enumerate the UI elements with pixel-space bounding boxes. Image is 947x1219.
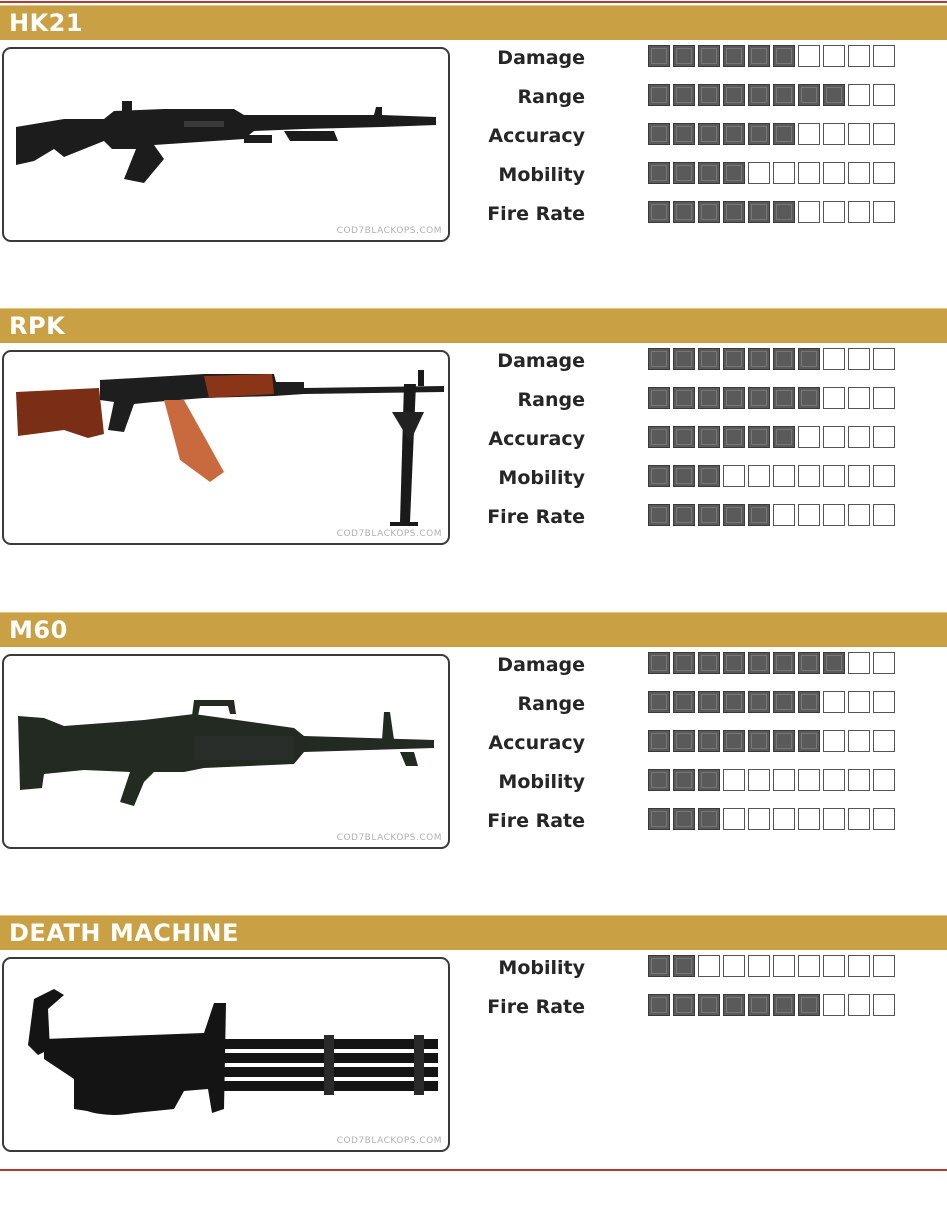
rating-pip-empty — [823, 201, 845, 223]
rating-pip-filled — [648, 652, 670, 674]
rating-pip-empty — [848, 769, 870, 791]
stat-bar — [648, 994, 898, 1018]
rating-pip-empty — [823, 45, 845, 67]
rating-pip-filled — [773, 426, 795, 448]
weapon-card-death-machine — [0, 915, 947, 1219]
rating-pip-filled — [723, 84, 745, 106]
rating-pip-filled — [698, 652, 720, 674]
rating-pip-filled — [748, 426, 770, 448]
stat-label: Damage — [497, 350, 585, 372]
rating-pip-empty — [823, 769, 845, 791]
rating-pip-empty — [848, 994, 870, 1016]
machine-gun-image — [4, 656, 448, 847]
rating-pip-filled — [673, 808, 695, 830]
rating-pip-empty — [773, 808, 795, 830]
rating-pip-empty — [798, 769, 820, 791]
rating-pip-filled — [723, 45, 745, 67]
rating-pip-filled — [798, 84, 820, 106]
rating-pip-empty — [723, 465, 745, 487]
rating-pip-empty — [823, 808, 845, 830]
rating-pip-filled — [723, 387, 745, 409]
rating-pip-filled — [648, 348, 670, 370]
rating-pip-empty — [823, 162, 845, 184]
stat-bar — [648, 123, 898, 147]
rating-pip-filled — [723, 201, 745, 223]
rating-pip-filled — [648, 465, 670, 487]
rating-pip-empty — [773, 504, 795, 526]
rating-pip-empty — [873, 808, 895, 830]
top-divider — [0, 1, 947, 3]
rating-pip-filled — [748, 504, 770, 526]
rating-pip-filled — [673, 730, 695, 752]
rifle-image — [4, 352, 448, 543]
rating-pip-filled — [673, 769, 695, 791]
rating-pip-filled — [673, 387, 695, 409]
stat-row-damage — [470, 45, 910, 73]
rating-pip-empty — [848, 426, 870, 448]
weapon-header — [0, 5, 947, 40]
rating-pip-filled — [698, 730, 720, 752]
rating-pip-filled — [648, 730, 670, 752]
rating-pip-filled — [673, 201, 695, 223]
stat-bar — [648, 45, 898, 69]
rating-pip-empty — [848, 348, 870, 370]
rating-pip-filled — [673, 162, 695, 184]
stat-bar — [648, 691, 898, 715]
rating-pip-empty — [848, 123, 870, 145]
rating-pip-filled — [773, 387, 795, 409]
weapon-name: RPK — [9, 312, 66, 340]
rating-pip-filled — [748, 84, 770, 106]
stat-row-fire-rate — [470, 994, 910, 1022]
rating-pip-empty — [823, 691, 845, 713]
rating-pip-filled — [673, 691, 695, 713]
rating-pip-filled — [648, 769, 670, 791]
rating-pip-empty — [873, 730, 895, 752]
stat-label: Mobility — [498, 467, 585, 489]
rating-pip-empty — [848, 652, 870, 674]
stat-label: Range — [517, 389, 585, 411]
rating-pip-empty — [848, 162, 870, 184]
rating-pip-filled — [648, 955, 670, 977]
weapon-card-m60 — [0, 612, 947, 916]
rating-pip-empty — [848, 808, 870, 830]
rating-pip-filled — [773, 123, 795, 145]
rating-pip-empty — [848, 955, 870, 977]
rating-pip-empty — [848, 45, 870, 67]
rating-pip-filled — [698, 994, 720, 1016]
weapon-header — [0, 308, 947, 343]
weapon-image-frame — [2, 654, 450, 849]
rating-pip-empty — [773, 162, 795, 184]
rating-pip-filled — [723, 730, 745, 752]
rating-pip-empty — [748, 162, 770, 184]
rating-pip-filled — [748, 123, 770, 145]
rating-pip-empty — [748, 769, 770, 791]
rating-pip-filled — [673, 504, 695, 526]
rating-pip-filled — [748, 348, 770, 370]
rating-pip-filled — [698, 769, 720, 791]
rating-pip-empty — [698, 955, 720, 977]
stat-label: Damage — [497, 654, 585, 676]
stat-bar — [648, 504, 898, 528]
rating-pip-empty — [723, 955, 745, 977]
rating-pip-filled — [698, 123, 720, 145]
rating-pip-filled — [648, 201, 670, 223]
weapon-header — [0, 915, 947, 950]
stat-row-range — [470, 387, 910, 415]
rating-pip-empty — [798, 955, 820, 977]
rating-pip-filled — [698, 201, 720, 223]
rating-pip-filled — [698, 387, 720, 409]
rating-pip-filled — [698, 691, 720, 713]
rifle-image — [4, 49, 448, 240]
rating-pip-filled — [773, 348, 795, 370]
rating-pip-filled — [673, 426, 695, 448]
stat-label: Fire Rate — [487, 810, 585, 832]
rating-pip-filled — [798, 691, 820, 713]
watermark: COD7BLACKOPS.COM — [336, 529, 442, 539]
rating-pip-filled — [698, 162, 720, 184]
rating-pip-filled — [673, 45, 695, 67]
rating-pip-empty — [748, 955, 770, 977]
rating-pip-filled — [648, 994, 670, 1016]
rating-pip-filled — [748, 994, 770, 1016]
rating-pip-empty — [848, 387, 870, 409]
rating-pip-filled — [698, 426, 720, 448]
rating-pip-empty — [823, 504, 845, 526]
rating-pip-filled — [723, 426, 745, 448]
stat-bar — [648, 201, 898, 225]
rating-pip-filled — [648, 504, 670, 526]
rating-pip-filled — [673, 348, 695, 370]
rating-pip-empty — [823, 465, 845, 487]
weapon-image-frame — [2, 47, 450, 242]
stat-label: Range — [517, 86, 585, 108]
rating-pip-filled — [798, 730, 820, 752]
stat-row-accuracy — [470, 426, 910, 454]
watermark: COD7BLACKOPS.COM — [336, 833, 442, 843]
rating-pip-empty — [823, 123, 845, 145]
rating-pip-empty — [848, 84, 870, 106]
stat-row-accuracy — [470, 123, 910, 151]
rating-pip-empty — [823, 955, 845, 977]
weapon-card-rpk — [0, 308, 947, 612]
stat-row-damage — [470, 652, 910, 680]
weapon-name: DEATH MACHINE — [9, 919, 239, 947]
stat-bar — [648, 162, 898, 186]
rating-pip-empty — [873, 465, 895, 487]
stat-bar — [648, 955, 898, 979]
rating-pip-filled — [748, 201, 770, 223]
weapon-header — [0, 612, 947, 647]
rating-pip-filled — [698, 348, 720, 370]
rating-pip-empty — [873, 955, 895, 977]
rating-pip-filled — [673, 994, 695, 1016]
stat-bar — [648, 426, 898, 450]
stat-label: Mobility — [498, 957, 585, 979]
rating-pip-empty — [848, 691, 870, 713]
weapon-image-frame — [2, 350, 450, 545]
weapon-name: HK21 — [9, 9, 84, 37]
watermark: COD7BLACKOPS.COM — [336, 226, 442, 236]
rating-pip-filled — [673, 652, 695, 674]
rating-pip-empty — [848, 465, 870, 487]
rating-pip-empty — [748, 808, 770, 830]
weapon-name: M60 — [9, 616, 68, 644]
rating-pip-empty — [848, 201, 870, 223]
stat-bar — [648, 348, 898, 372]
rating-pip-empty — [873, 994, 895, 1016]
stat-bar — [648, 387, 898, 411]
stat-bar — [648, 769, 898, 793]
stat-row-mobility — [470, 769, 910, 797]
rating-pip-filled — [748, 691, 770, 713]
rating-pip-empty — [873, 691, 895, 713]
rating-pip-filled — [723, 504, 745, 526]
stat-label: Fire Rate — [487, 506, 585, 528]
weapon-card-hk21 — [0, 5, 947, 309]
rating-pip-filled — [698, 45, 720, 67]
rating-pip-empty — [873, 162, 895, 184]
rating-pip-empty — [873, 348, 895, 370]
rating-pip-empty — [873, 652, 895, 674]
rating-pip-filled — [723, 123, 745, 145]
stat-row-damage — [470, 348, 910, 376]
rating-pip-empty — [798, 162, 820, 184]
minigun-image — [4, 959, 448, 1150]
stat-label: Accuracy — [488, 428, 585, 450]
rating-pip-filled — [773, 201, 795, 223]
rating-pip-empty — [873, 387, 895, 409]
rating-pip-filled — [748, 652, 770, 674]
rating-pip-filled — [673, 955, 695, 977]
stat-label: Accuracy — [488, 732, 585, 754]
rating-pip-filled — [773, 730, 795, 752]
rating-pip-filled — [748, 45, 770, 67]
weapon-image-frame — [2, 957, 450, 1152]
rating-pip-empty — [773, 955, 795, 977]
rating-pip-filled — [673, 123, 695, 145]
rating-pip-empty — [848, 504, 870, 526]
stat-row-mobility — [470, 162, 910, 190]
rating-pip-empty — [798, 504, 820, 526]
stat-row-range — [470, 691, 910, 719]
rating-pip-empty — [798, 45, 820, 67]
rating-pip-filled — [648, 84, 670, 106]
stat-label: Mobility — [498, 164, 585, 186]
stat-row-fire-rate — [470, 808, 910, 836]
rating-pip-filled — [698, 465, 720, 487]
rating-pip-filled — [723, 162, 745, 184]
stat-label: Range — [517, 693, 585, 715]
rating-pip-filled — [673, 84, 695, 106]
rating-pip-filled — [823, 652, 845, 674]
rating-pip-empty — [773, 769, 795, 791]
rating-pip-empty — [823, 994, 845, 1016]
rating-pip-filled — [723, 691, 745, 713]
rating-pip-filled — [748, 730, 770, 752]
rating-pip-filled — [773, 84, 795, 106]
stat-label: Accuracy — [488, 125, 585, 147]
watermark: COD7BLACKOPS.COM — [336, 1136, 442, 1146]
rating-pip-filled — [673, 465, 695, 487]
rating-pip-empty — [848, 730, 870, 752]
rating-pip-empty — [823, 387, 845, 409]
rating-pip-filled — [648, 808, 670, 830]
rating-pip-empty — [823, 348, 845, 370]
bottom-divider — [0, 1169, 947, 1171]
rating-pip-filled — [798, 387, 820, 409]
stat-row-mobility — [470, 465, 910, 493]
rating-pip-filled — [698, 504, 720, 526]
rating-pip-filled — [823, 84, 845, 106]
rating-pip-filled — [648, 387, 670, 409]
stat-row-range — [470, 84, 910, 112]
rating-pip-empty — [798, 465, 820, 487]
rating-pip-filled — [698, 84, 720, 106]
rating-pip-filled — [698, 808, 720, 830]
rating-pip-filled — [798, 348, 820, 370]
stat-row-accuracy — [470, 730, 910, 758]
stat-row-fire-rate — [470, 504, 910, 532]
rating-pip-empty — [798, 201, 820, 223]
rating-pip-filled — [798, 994, 820, 1016]
rating-pip-filled — [748, 387, 770, 409]
rating-pip-filled — [648, 426, 670, 448]
stat-bar — [648, 465, 898, 489]
rating-pip-empty — [748, 465, 770, 487]
rating-pip-filled — [773, 652, 795, 674]
rating-pip-empty — [873, 45, 895, 67]
rating-pip-filled — [648, 45, 670, 67]
rating-pip-filled — [648, 691, 670, 713]
stat-bar — [648, 652, 898, 676]
rating-pip-filled — [723, 994, 745, 1016]
rating-pip-empty — [873, 123, 895, 145]
rating-pip-empty — [823, 730, 845, 752]
rating-pip-filled — [648, 123, 670, 145]
rating-pip-empty — [798, 123, 820, 145]
rating-pip-empty — [798, 426, 820, 448]
rating-pip-empty — [873, 504, 895, 526]
stat-row-fire-rate — [470, 201, 910, 229]
rating-pip-empty — [823, 426, 845, 448]
rating-pip-filled — [773, 994, 795, 1016]
rating-pip-empty — [798, 808, 820, 830]
rating-pip-empty — [723, 769, 745, 791]
stat-bar — [648, 730, 898, 754]
rating-pip-empty — [873, 426, 895, 448]
rating-pip-empty — [723, 808, 745, 830]
stat-bar — [648, 808, 898, 832]
rating-pip-empty — [873, 201, 895, 223]
rating-pip-filled — [723, 652, 745, 674]
stat-bar — [648, 84, 898, 108]
rating-pip-filled — [798, 652, 820, 674]
stat-label: Fire Rate — [487, 203, 585, 225]
rating-pip-filled — [723, 348, 745, 370]
rating-pip-empty — [773, 465, 795, 487]
stat-label: Damage — [497, 47, 585, 69]
stat-label: Mobility — [498, 771, 585, 793]
rating-pip-filled — [773, 691, 795, 713]
stat-label: Fire Rate — [487, 996, 585, 1018]
rating-pip-filled — [773, 45, 795, 67]
stat-row-mobility — [470, 955, 910, 983]
rating-pip-empty — [873, 84, 895, 106]
rating-pip-filled — [648, 162, 670, 184]
rating-pip-empty — [873, 769, 895, 791]
